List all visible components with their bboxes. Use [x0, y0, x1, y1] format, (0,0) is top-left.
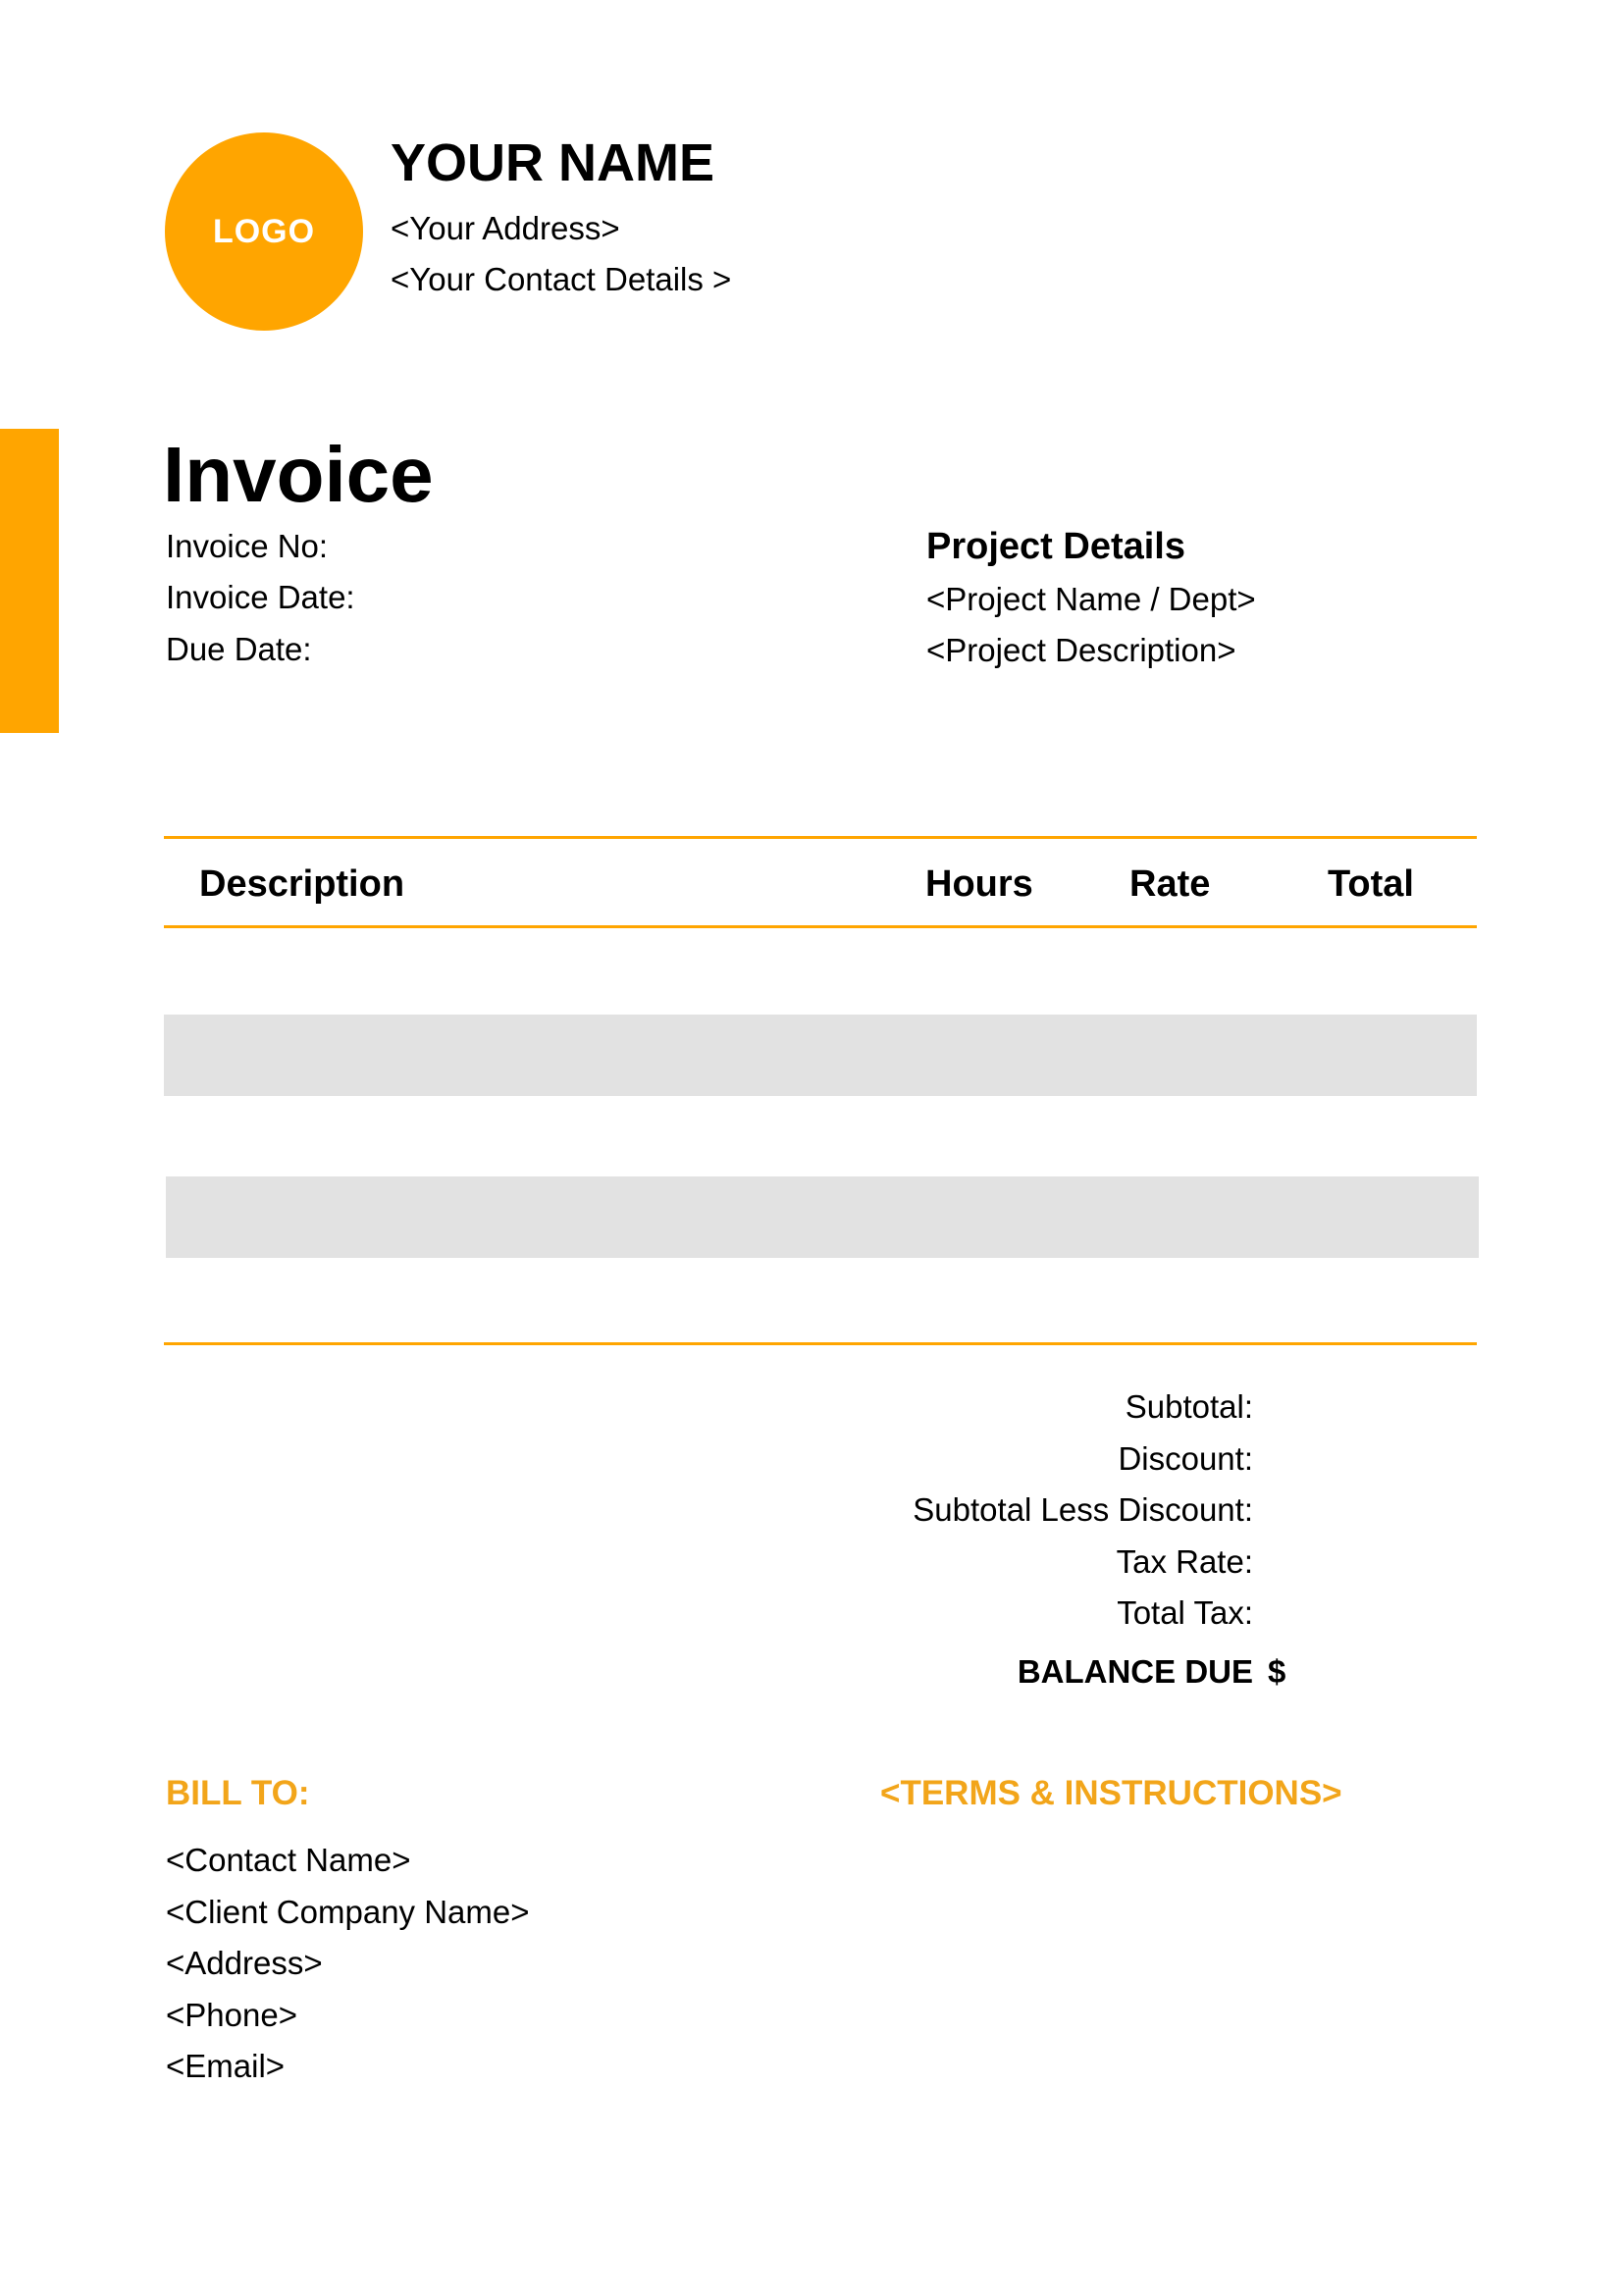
table-top-rule	[164, 836, 1477, 839]
bill-to-address: <Address>	[166, 1945, 323, 1981]
table-row[interactable]	[164, 1258, 1477, 1341]
subtotal-label: Subtotal:	[1125, 1388, 1253, 1425]
due-date-label: Due Date:	[166, 631, 312, 667]
invoice-title: Invoice	[163, 431, 434, 518]
discount-label: Discount:	[1118, 1440, 1253, 1477]
column-header-hours: Hours	[925, 863, 1033, 905]
project-details-heading: Project Details	[926, 526, 1185, 567]
project-name: <Project Name / Dept>	[926, 581, 1256, 617]
table-row[interactable]	[164, 1015, 1477, 1096]
sender-name: YOUR NAME	[391, 133, 715, 192]
total-tax-label: Total Tax:	[1117, 1594, 1253, 1631]
subtotal-less-discount-label: Subtotal Less Discount:	[913, 1491, 1253, 1528]
project-description: <Project Description>	[926, 632, 1236, 668]
bill-to-heading: BILL TO:	[166, 1774, 310, 1812]
column-header-total: Total	[1328, 863, 1414, 905]
side-accent-bar	[0, 429, 59, 733]
bill-to-company: <Client Company Name>	[166, 1894, 530, 1930]
logo	[165, 132, 363, 331]
bill-to-phone: <Phone>	[166, 1997, 297, 2033]
sender-address: <Your Address>	[391, 210, 620, 246]
invoice-number-label: Invoice No:	[166, 528, 329, 564]
tax-rate-label: Tax Rate:	[1116, 1543, 1253, 1580]
column-header-rate: Rate	[1129, 863, 1211, 905]
table-bottom-rule	[164, 1342, 1477, 1345]
logo-text: LOGO	[212, 212, 316, 250]
column-header-description: Description	[199, 863, 405, 905]
table-row[interactable]	[164, 928, 1477, 1013]
bill-to-email: <Email>	[166, 2048, 286, 2084]
balance-due-currency: $	[1268, 1653, 1286, 1690]
bill-to-contact-name: <Contact Name>	[166, 1842, 411, 1878]
terms-heading: <TERMS & INSTRUCTIONS>	[880, 1774, 1342, 1812]
sender-contact: <Your Contact Details >	[391, 261, 732, 297]
table-row[interactable]	[166, 1176, 1479, 1258]
invoice-date-label: Invoice Date:	[166, 579, 355, 615]
table-row[interactable]	[164, 1096, 1477, 1176]
balance-due-label: BALANCE DUE	[1017, 1653, 1253, 1690]
